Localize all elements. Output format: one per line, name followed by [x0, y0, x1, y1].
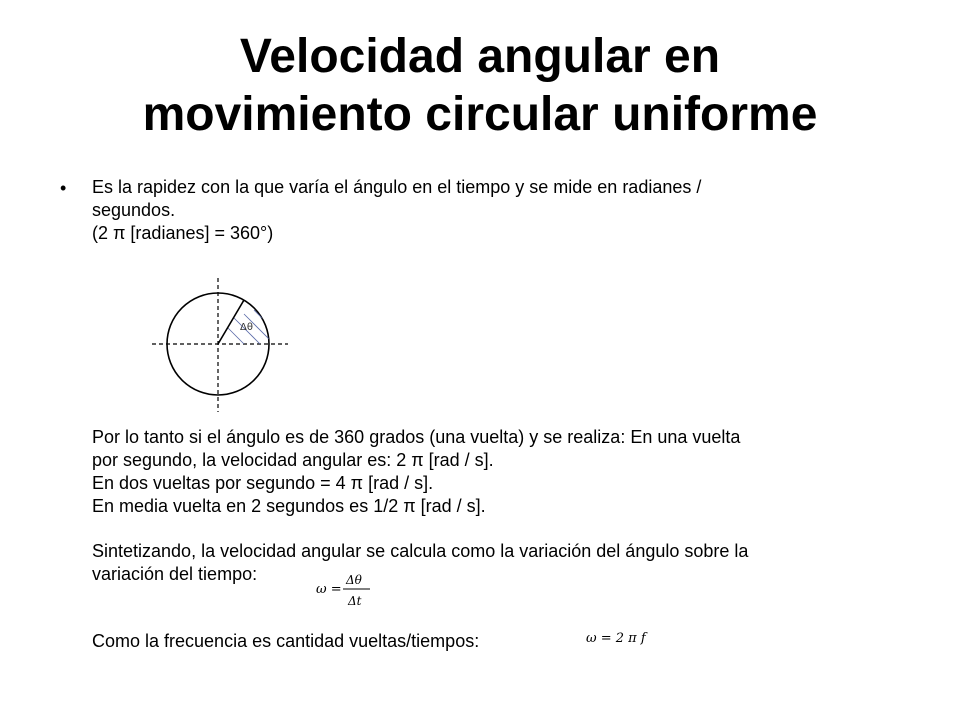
formula-numerator: Δθ [346, 573, 362, 587]
intro-line-1: Es la rapidez con la que varía el ángulo en el tiempo y se mide en radianes / [92, 177, 702, 197]
slide-title [0, 28, 960, 144]
intro-line-3: (2 π [radianes] = 360°) [92, 223, 274, 243]
circle-diagram [148, 268, 292, 421]
intro-line-2: segundos. [92, 200, 176, 220]
formula-denominator: Δt [348, 594, 362, 608]
bullet-point: • [60, 178, 67, 198]
delta-theta-label: Δθ [240, 322, 253, 333]
synthesis-paragraph [92, 540, 892, 586]
turns-line-2: por segundo, la velocidad angular es: 2 π [rad / s]. [92, 450, 494, 470]
formula-lhs: ω = [316, 582, 342, 597]
intro-paragraph [92, 176, 852, 245]
frequency-text: Como la frecuencia es cantidad vueltas/tiempos: [92, 631, 480, 651]
turns-paragraph [92, 426, 892, 518]
title-line-1: Velocidad angular en [239, 30, 721, 83]
turns-line-4: En media vuelta en 2 segundos es 1/2 π [rad / s]. [92, 496, 486, 516]
title-line-2: movimiento circular uniforme [142, 88, 818, 141]
turns-line-3: En dos vueltas por segundo = 4 π [rad / s]. [92, 473, 434, 493]
turns-line-1: Por lo tanto si el ángulo es de 360 grados (una vuelta) y se realiza: En una vuelta [92, 427, 741, 447]
angle-hatching [228, 310, 288, 344]
frequency-formula: ω = 2 π f [586, 631, 646, 646]
synthesis-line-2: variación del tiempo: [92, 564, 258, 584]
angular-velocity-formula [314, 568, 374, 612]
circle-diagram-svg [148, 268, 292, 416]
synthesis-line-1: Sintetizando, la velocidad angular se calcula como la variación del ángulo sobre la [92, 541, 749, 561]
